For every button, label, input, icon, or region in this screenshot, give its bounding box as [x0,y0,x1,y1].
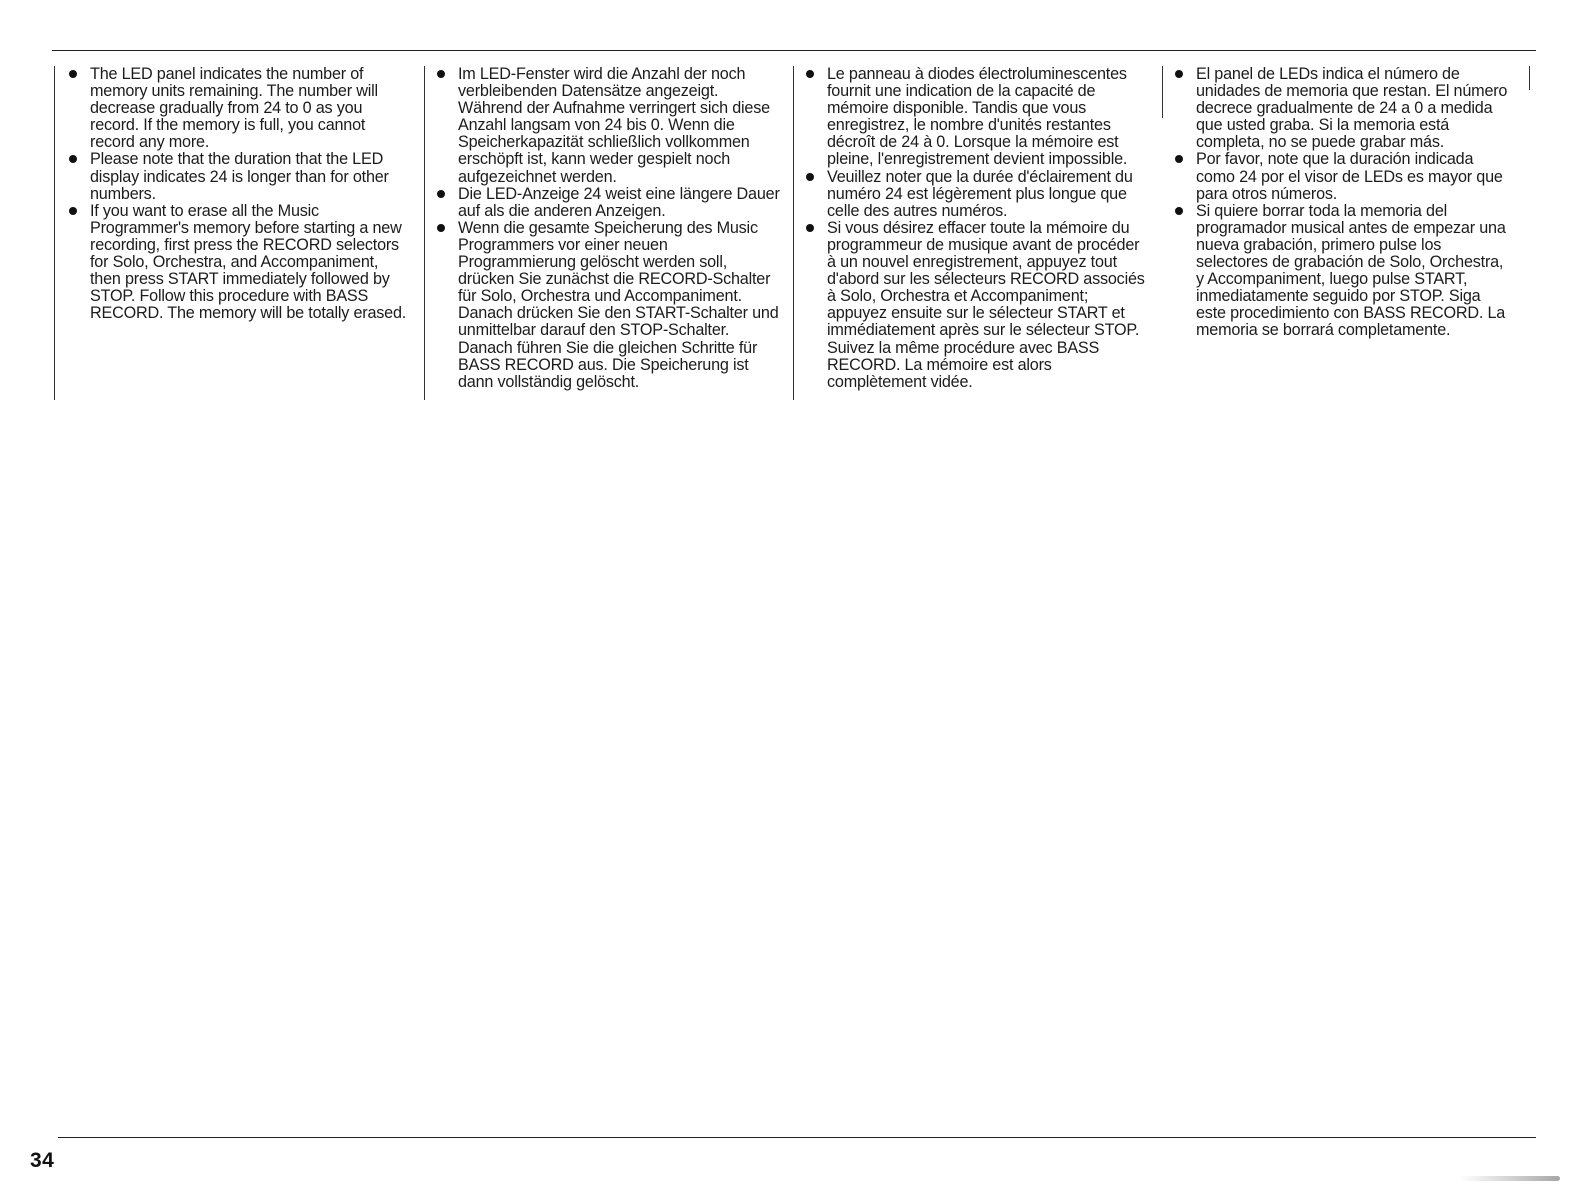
list-item: Wenn die gesamte Speicherung des Music Programmers vor einer neuen Programmierung gelöscht werden soll, drücken Sie zunächst die RECORD-Schalter für Solo, Orchestra und Accompaniment. Danach drücken Sie den START-Schalter und unmittelbar darauf den STOP-Schalter. Danach führen Sie die gleichen Schritte für BASS RECORD aus. Die Speicherung ist dann vollständig gelöscht. [436,220,780,391]
list-item: The LED panel indicates the number of memory units remaining. The number will decrease gradually from 24 to 0 as you record. If the memory is full, you cannot record any more. [68,66,410,151]
page-number: 34 [30,1149,55,1172]
scan-smudge [1460,1176,1560,1181]
column-divider [424,66,425,400]
list-item: Le panneau à diodes électroluminescentes fournit une indication de la capacité de mémoire disponible. Tandis que vous enregistrez, le nombre d'unités restantes décroît de 24 à 0. Lorsque la mémoire est pleine, l'enregistrement devient impossible. [805,66,1149,169]
column-divider [1162,66,1163,118]
list-item: Veuillez noter que la durée d'éclairement du numéro 24 est légèrement plus longue que celle des autres numéros. [805,169,1149,220]
list-item: Por favor, note que la duración indicada como 24 por el visor de LEDs es mayor que para otros números. [1174,151,1514,202]
bottom-rule [58,1137,1536,1138]
list-item: Please note that the duration that the LED display indicates 24 is longer than for other numbers. [68,151,410,202]
top-rule [52,50,1536,51]
spanish-column [1174,66,1514,340]
list-item: Im LED-Fenster wird die Anzahl der noch verbleibenden Datensätze angezeigt. Während der Aufnahme verringert sich diese Anzahl langsam von 24 bis 0. Wenn die Speicherkapazität schließlich vollkommen erschöpft ist, kann weder gespielt noch aufgezeichnet werden. [436,66,780,186]
list-item: If you want to erase all the Music Programmer's memory before starting a new recording, first press the RECORD selectors for Solo, Orchestra, and Accompaniment, then press START immediately followed by STOP. Follow this procedure with BASS RECORD. The memory will be totally erased. [68,203,410,323]
column-divider [54,66,55,400]
german-column [436,66,780,391]
french-column [805,66,1149,391]
list-item: Si quiere borrar toda la memoria del programador musical antes de empezar una nueva grabación, primero pulse los selectores de grabación de Solo, Orchestra, y Accompaniment, luego pulse START, inmediatamente seguido por STOP. Siga este procedimiento con BASS RECORD. La memoria se borrará completamente. [1174,203,1514,340]
column-divider [793,66,794,400]
column-divider [1529,66,1530,90]
english-column [68,66,410,322]
list-item: El panel de LEDs indica el número de unidades de memoria que restan. El número decrece gradualmente de 24 a 0 a medida que usted graba. Si la memoria está completa, no se puede grabar más. [1174,66,1514,151]
list-item: Die LED-Anzeige 24 weist eine längere Dauer auf als die anderen Anzeigen. [436,186,780,220]
list-item: Si vous désirez effacer toute la mémoire du programmeur de musique avant de procéder à un nouvel enregistrement, appuyez tout d'abord sur les sélecteurs RECORD associés à Solo, Orchestra et Accompaniment; appuyez ensuite sur le sélecteur START et immédiatement après sur le sélecteur STOP. Suivez la même procédure avec BASS RECORD. La mémoire est alors complètement vidée. [805,220,1149,391]
